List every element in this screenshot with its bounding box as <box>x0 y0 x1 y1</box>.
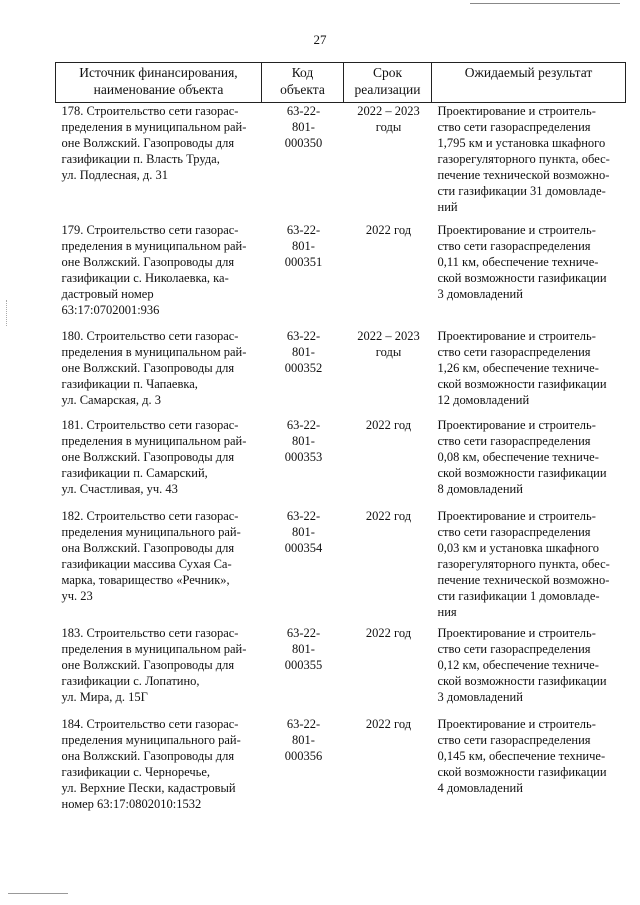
row-code <box>262 417 344 508</box>
header-term-line: реализации <box>354 82 421 97</box>
row-source <box>56 222 262 328</box>
row-source-line: газификации массива Сухая Са- <box>61 557 232 571</box>
row-result-line: 0,145 км, обеспечение техниче- <box>437 749 606 763</box>
header-source <box>56 63 262 103</box>
row-source-line: номер 63:17:0802010:1532 <box>61 797 202 811</box>
row-term-line: 2022 – 2023 <box>357 104 420 118</box>
row-code <box>262 328 344 417</box>
row-source-line: оне Волжский. Газопроводы для <box>61 450 235 464</box>
row-source-line: 180. Строительство сети газорас- <box>61 329 239 343</box>
table-row <box>56 625 626 716</box>
margin-mark <box>6 300 7 326</box>
row-code-line: 63-22- <box>286 626 321 640</box>
row-term-line: 2022 год <box>365 509 412 523</box>
row-result-line: 0,08 км, обеспечение техниче- <box>437 450 599 464</box>
row-source-line: пределения в муниципальном рай- <box>61 239 247 253</box>
row-source-line: она Волжский. Газопроводы для <box>61 749 235 763</box>
row-source-line: газификации п. Чапаевка, <box>61 377 198 391</box>
row-result-line: ния <box>437 605 457 619</box>
row-result-line: 8 домовладений <box>437 482 523 496</box>
row-source-line: газификации с. Лопатино, <box>61 674 200 688</box>
header-code-line: объекта <box>280 82 325 97</box>
row-result-line: ской возможности газификации <box>437 765 607 779</box>
row-result-line: печение технической возможно- <box>437 573 610 587</box>
table-header <box>56 63 626 103</box>
row-result-line: печение технической возможно- <box>437 168 610 182</box>
row-term <box>344 222 432 328</box>
row-result-line: ской возможности газификации <box>437 466 607 480</box>
row-term-line: 2022 год <box>365 717 412 731</box>
row-code-line: 000356 <box>284 749 323 763</box>
row-source-line: 182. Строительство сети газорас- <box>61 509 239 523</box>
row-source-line: ул. Самарская, д. 3 <box>61 393 162 407</box>
row-result-line: ство сети газораспределения <box>437 345 591 359</box>
row-term <box>344 716 432 816</box>
row-result-line: 1,26 км, обеспечение техниче- <box>437 361 599 375</box>
row-result-line: Проектирование и строитель- <box>437 104 596 118</box>
row-code-line: 63-22- <box>286 418 321 432</box>
row-code-line: 000353 <box>284 450 323 464</box>
row-result-line: ство сети газораспределения <box>437 434 591 448</box>
row-source-line: оне Волжский. Газопроводы для <box>61 658 235 672</box>
row-code-line: 000354 <box>284 541 323 555</box>
row-code <box>262 222 344 328</box>
row-source-line: 178. Строительство сети газорас- <box>61 104 239 118</box>
header-term-line: Срок <box>372 65 403 80</box>
row-term <box>344 328 432 417</box>
row-source-line: 181. Строительство сети газорас- <box>61 418 239 432</box>
financing-table <box>55 62 626 816</box>
row-code-line: 000352 <box>284 361 323 375</box>
row-code-line: 000350 <box>284 136 323 150</box>
row-result-line: ской возможности газификации <box>437 377 607 391</box>
row-result-line: 1,795 км и установка шкафного <box>437 136 606 150</box>
row-source-line: 179. Строительство сети газорас- <box>61 223 239 237</box>
row-code-line: 801- <box>292 120 315 134</box>
row-result-line: 0,12 км, обеспечение техниче- <box>437 658 599 672</box>
row-code-line: 801- <box>292 642 315 656</box>
row-source-line: она Волжский. Газопроводы для <box>61 541 235 555</box>
row-source <box>56 625 262 716</box>
row-source-line: уч. 23 <box>61 589 93 603</box>
row-code <box>262 508 344 625</box>
row-result-line: 0,11 км, обеспечение техниче- <box>437 255 599 269</box>
row-result-line: сти газификации 31 домовладе- <box>437 184 606 198</box>
row-source-line: ул. Счастливая, уч. 43 <box>61 482 178 496</box>
row-source-line: дастровый номер <box>61 287 154 301</box>
row-code-line: 000355 <box>284 658 323 672</box>
row-source-line: оне Волжский. Газопроводы для <box>61 255 235 269</box>
header-term <box>344 63 432 103</box>
row-code-line: 801- <box>292 733 315 747</box>
row-result-line: Проектирование и строитель- <box>437 717 596 731</box>
row-term <box>344 508 432 625</box>
table-row <box>56 417 626 508</box>
header-code <box>262 63 344 103</box>
row-source-line: 183. Строительство сети газорас- <box>61 626 239 640</box>
table-body <box>56 103 626 817</box>
row-result-line: Проектирование и строитель- <box>437 418 596 432</box>
row-result-line: ство сети газораспределения <box>437 239 591 253</box>
row-source-line: пределения муниципального рай- <box>61 525 241 539</box>
row-code-line: 63-22- <box>286 329 321 343</box>
row-result-line: 3 домовладений <box>437 287 523 301</box>
row-code-line: 63-22- <box>286 223 321 237</box>
top-rule <box>470 3 620 4</box>
header-result <box>432 63 626 103</box>
row-term-line: 2022 год <box>365 223 412 237</box>
row-code <box>262 103 344 223</box>
row-source-line: газификации п. Самарский, <box>61 466 208 480</box>
row-term <box>344 103 432 223</box>
row-code-line: 801- <box>292 525 315 539</box>
row-source <box>56 103 262 223</box>
row-result-line: Проектирование и строитель- <box>437 626 596 640</box>
row-result-line: Проектирование и строитель- <box>437 223 596 237</box>
row-result <box>432 222 626 328</box>
row-source-line: газификации п. Власть Труда, <box>61 152 220 166</box>
row-code-line: 000351 <box>284 255 323 269</box>
row-result-line: ство сети газораспределения <box>437 733 591 747</box>
row-source-line: оне Волжский. Газопроводы для <box>61 136 235 150</box>
row-term-line: годы <box>375 345 402 359</box>
row-result-line: газорегуляторного пункта, обес- <box>437 152 610 166</box>
header-code-line: Код <box>291 65 314 80</box>
table-row <box>56 328 626 417</box>
row-code-line: 63-22- <box>286 717 321 731</box>
row-code-line: 801- <box>292 239 315 253</box>
page-number: 27 <box>313 32 327 47</box>
row-source-line: оне Волжский. Газопроводы для <box>61 361 235 375</box>
row-result <box>432 103 626 223</box>
row-result <box>432 328 626 417</box>
row-code <box>262 716 344 816</box>
row-code-line: 801- <box>292 345 315 359</box>
row-source-line: газификации с. Черноречье, <box>61 765 211 779</box>
table-row <box>56 222 626 328</box>
row-code <box>262 625 344 716</box>
row-result-line: 4 домовладений <box>437 781 523 795</box>
row-source-line: газификации с. Николаевка, ка- <box>61 271 229 285</box>
row-source-line: пределения в муниципальном рай- <box>61 345 247 359</box>
row-source <box>56 417 262 508</box>
row-code-line: 63-22- <box>286 509 321 523</box>
header-source-line: Источник финансирования, <box>79 65 238 80</box>
row-result-line: сти газификации 1 домовладе- <box>437 589 600 603</box>
row-source-line: ул. Верхние Пески, кадастровый <box>61 781 236 795</box>
row-term-line: годы <box>375 120 402 134</box>
row-source-line: 63:17:0702001:936 <box>61 303 160 317</box>
table-row <box>56 103 626 223</box>
row-result-line: ство сети газораспределения <box>437 120 591 134</box>
row-source-line: 184. Строительство сети газорас- <box>61 717 239 731</box>
header-source-line: наименование объекта <box>93 82 224 97</box>
row-result <box>432 716 626 816</box>
row-result-line: ний <box>437 200 458 214</box>
row-source <box>56 508 262 625</box>
row-result <box>432 508 626 625</box>
row-term <box>344 417 432 508</box>
row-result <box>432 417 626 508</box>
row-term-line: 2022 год <box>365 418 412 432</box>
table-row <box>56 508 626 625</box>
bottom-rule <box>8 893 68 894</box>
row-result <box>432 625 626 716</box>
row-result-line: 12 домовладений <box>437 393 530 407</box>
header-result-line: Ожидаемый результат <box>464 65 593 80</box>
row-source-line: пределения в муниципальном рай- <box>61 434 247 448</box>
row-result-line: ской возможности газификации <box>437 271 607 285</box>
row-source <box>56 716 262 816</box>
row-source-line: марка, товарищество «Речник», <box>61 573 230 587</box>
row-result-line: ство сети газораспределения <box>437 642 591 656</box>
row-term <box>344 625 432 716</box>
row-source <box>56 328 262 417</box>
row-result-line: Проектирование и строитель- <box>437 509 596 523</box>
row-result-line: 0,03 км и установка шкафного <box>437 541 599 555</box>
row-term-line: 2022 год <box>365 626 412 640</box>
row-source-line: пределения в муниципальном рай- <box>61 120 247 134</box>
row-term-line: 2022 – 2023 <box>357 329 420 343</box>
row-result-line: газорегуляторного пункта, обес- <box>437 557 610 571</box>
row-result-line: Проектирование и строитель- <box>437 329 596 343</box>
row-source-line: пределения в муниципальном рай- <box>61 642 247 656</box>
row-code-line: 801- <box>292 434 315 448</box>
row-source-line: ул. Подлесная, д. 31 <box>61 168 168 182</box>
row-result-line: 3 домовладений <box>437 690 523 704</box>
row-result-line: ской возможности газификации <box>437 674 607 688</box>
row-source-line: пределения муниципального рай- <box>61 733 241 747</box>
row-result-line: ство сети газораспределения <box>437 525 591 539</box>
row-code-line: 63-22- <box>286 104 321 118</box>
row-source-line: ул. Мира, д. 15Г <box>61 690 148 704</box>
table-row <box>56 716 626 816</box>
